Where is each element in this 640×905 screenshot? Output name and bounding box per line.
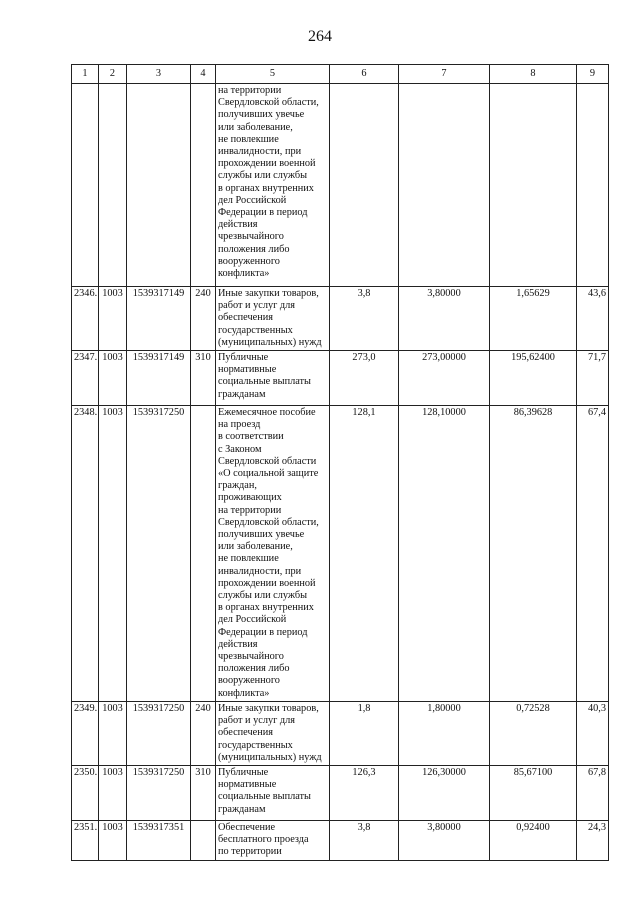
actual-value-cell: 85,67100 — [490, 765, 577, 820]
table-row — [72, 351, 609, 406]
percent-cell: 24,3 — [577, 820, 609, 860]
column-header: 1 — [72, 65, 99, 84]
section-code-cell: 1003 — [99, 765, 127, 820]
column-header: 9 — [577, 65, 609, 84]
actual-value-cell: 195,62400 — [490, 351, 577, 406]
plan-precise-cell: 126,30000 — [399, 765, 490, 820]
description-line: обеспечения — [218, 312, 273, 324]
row-number-cell: 2346. — [72, 287, 99, 351]
description-cell — [216, 820, 330, 860]
description-line: службы или службы — [218, 590, 308, 602]
description-line: нормативные — [218, 364, 277, 376]
budget-table — [71, 64, 609, 861]
expense-type-cell: 240 — [191, 287, 216, 351]
description-line: получивших увечье — [218, 109, 305, 121]
description-line: социальные выплаты — [218, 376, 311, 388]
description-cell — [216, 701, 330, 765]
row-number-cell: 2351. — [72, 820, 99, 860]
description-line: по территории — [218, 846, 282, 858]
section-code-cell — [99, 84, 127, 287]
description-line: Свердловской области — [218, 455, 317, 467]
percent-cell — [577, 84, 609, 287]
description-line: гражданам — [218, 803, 266, 815]
description-line: или заболевание, — [218, 121, 293, 133]
page-number: 264 — [308, 28, 332, 45]
plan-value-cell: 273,0 — [330, 351, 399, 406]
plan-precise-cell: 1,80000 — [399, 701, 490, 765]
row-number-cell: 2347. — [72, 351, 99, 406]
section-code-cell: 1003 — [99, 820, 127, 860]
description-line: положения либо — [218, 243, 290, 255]
description-line: прохождении военной — [218, 577, 316, 589]
description-line: «О социальной защите — [218, 468, 319, 480]
plan-value-cell — [330, 84, 399, 287]
description-line: Свердловской области, — [218, 516, 319, 528]
column-header: 4 — [191, 65, 216, 84]
description-line: Свердловской области, — [218, 97, 319, 109]
description-line: прохождении военной — [218, 158, 316, 170]
description-line: гражданам — [218, 388, 266, 400]
description-line: вооруженного — [218, 255, 280, 267]
description-line: Публичные — [218, 766, 269, 778]
description-line: инвалидности, при — [218, 565, 302, 577]
column-header: 5 — [216, 65, 330, 84]
percent-cell: 67,8 — [577, 765, 609, 820]
description-line: социальные выплаты — [218, 791, 311, 803]
actual-value-cell — [490, 84, 577, 287]
plan-value-cell: 3,8 — [330, 287, 399, 351]
description-line: на проезд — [218, 419, 261, 431]
description-line: (муниципальных) нужд — [218, 751, 322, 763]
description-line: не повлекшие — [218, 133, 279, 145]
description-cell — [216, 406, 330, 702]
description-line: с Законом — [218, 443, 262, 455]
target-code-cell: 1539317149 — [127, 351, 191, 406]
table-row — [72, 287, 609, 351]
description-line: бесплатного проезда — [218, 834, 309, 846]
percent-cell: 40,3 — [577, 701, 609, 765]
description-line: конфликта» — [218, 268, 270, 280]
description-line: граждан, — [218, 480, 257, 492]
plan-value-cell: 1,8 — [330, 701, 399, 765]
description-cell — [216, 351, 330, 406]
description-line: Публичные — [218, 352, 269, 364]
description-line: государственных — [218, 739, 293, 751]
row-number-cell: 2348. — [72, 406, 99, 702]
actual-value-cell: 0,72528 — [490, 701, 577, 765]
target-code-cell: 1539317250 — [127, 765, 191, 820]
section-code-cell: 1003 — [99, 351, 127, 406]
section-code-cell: 1003 — [99, 406, 127, 702]
expense-type-cell: 310 — [191, 351, 216, 406]
description-line: положения либо — [218, 663, 290, 675]
description-line: действия — [218, 638, 258, 650]
column-header: 7 — [399, 65, 490, 84]
description-line: работ и услуг для — [218, 300, 296, 312]
target-code-cell: 1539317250 — [127, 406, 191, 702]
table-body — [72, 84, 609, 861]
actual-value-cell: 1,65629 — [490, 287, 577, 351]
row-number-cell: 2349. — [72, 701, 99, 765]
table-row — [72, 84, 609, 287]
section-code-cell: 1003 — [99, 287, 127, 351]
expense-type-cell — [191, 406, 216, 702]
description-line: на территории — [218, 85, 282, 96]
description-cell — [216, 287, 330, 351]
description-line: дел Российской — [218, 194, 287, 206]
description-line: Иные закупки товаров, — [218, 702, 319, 714]
percent-cell: 67,4 — [577, 406, 609, 702]
section-code-cell: 1003 — [99, 701, 127, 765]
description-line: нормативные — [218, 779, 277, 791]
plan-precise-cell: 3,80000 — [399, 820, 490, 860]
target-code-cell: 1539317250 — [127, 701, 191, 765]
header-row — [72, 65, 609, 84]
description-line: Обеспечение — [218, 821, 276, 833]
expense-type-cell: 240 — [191, 701, 216, 765]
expense-type-cell — [191, 84, 216, 287]
description-cell — [216, 765, 330, 820]
table-row — [72, 820, 609, 860]
row-number-cell: 2350. — [72, 765, 99, 820]
column-header: 6 — [330, 65, 399, 84]
description-line: чрезвычайного — [218, 651, 284, 663]
row-number-cell — [72, 84, 99, 287]
description-line: конфликта» — [218, 687, 270, 699]
target-code-cell: 1539317351 — [127, 820, 191, 860]
description-line: действия — [218, 219, 258, 231]
description-line: не повлекшие — [218, 553, 279, 565]
description-line: работ и услуг для — [218, 715, 296, 727]
description-line: в органах внутренних — [218, 602, 314, 614]
description-line: обеспечения — [218, 727, 273, 739]
description-line: службы или службы — [218, 170, 308, 182]
plan-precise-cell — [399, 84, 490, 287]
description-line: на территории — [218, 504, 282, 516]
percent-cell: 71,7 — [577, 351, 609, 406]
description-line: инвалидности, при — [218, 146, 302, 158]
plan-value-cell: 3,8 — [330, 820, 399, 860]
description-line: дел Российской — [218, 614, 287, 626]
actual-value-cell: 86,39628 — [490, 406, 577, 702]
description-line: получивших увечье — [218, 529, 305, 541]
column-header: 2 — [99, 65, 127, 84]
plan-precise-cell: 3,80000 — [399, 287, 490, 351]
plan-value-cell: 128,1 — [330, 406, 399, 702]
column-header: 8 — [490, 65, 577, 84]
table-row — [72, 765, 609, 820]
description-line: в органах внутренних — [218, 182, 314, 194]
description-line: чрезвычайного — [218, 231, 284, 243]
column-header: 3 — [127, 65, 191, 84]
description-line: государственных — [218, 324, 293, 336]
expense-type-cell: 310 — [191, 765, 216, 820]
percent-cell: 43,6 — [577, 287, 609, 351]
description-line: или заболевание, — [218, 541, 293, 553]
description-line: в соответствии — [218, 431, 284, 443]
table-row — [72, 406, 609, 702]
description-line: Федерации в период — [218, 207, 308, 219]
description-line: Федерации в период — [218, 626, 308, 638]
description-line: Ежемесячное пособие — [218, 407, 316, 419]
target-code-cell — [127, 84, 191, 287]
description-line: проживающих — [218, 492, 282, 504]
description-line: Иные закупки товаров, — [218, 288, 319, 299]
plan-precise-cell: 273,00000 — [399, 351, 490, 406]
plan-value-cell: 126,3 — [330, 765, 399, 820]
description-line: (муниципальных) нужд — [218, 336, 322, 348]
description-line: вооруженного — [218, 675, 280, 687]
table-row — [72, 701, 609, 765]
expense-type-cell — [191, 820, 216, 860]
description-cell — [216, 84, 330, 287]
target-code-cell: 1539317149 — [127, 287, 191, 351]
actual-value-cell: 0,92400 — [490, 820, 577, 860]
plan-precise-cell: 128,10000 — [399, 406, 490, 702]
